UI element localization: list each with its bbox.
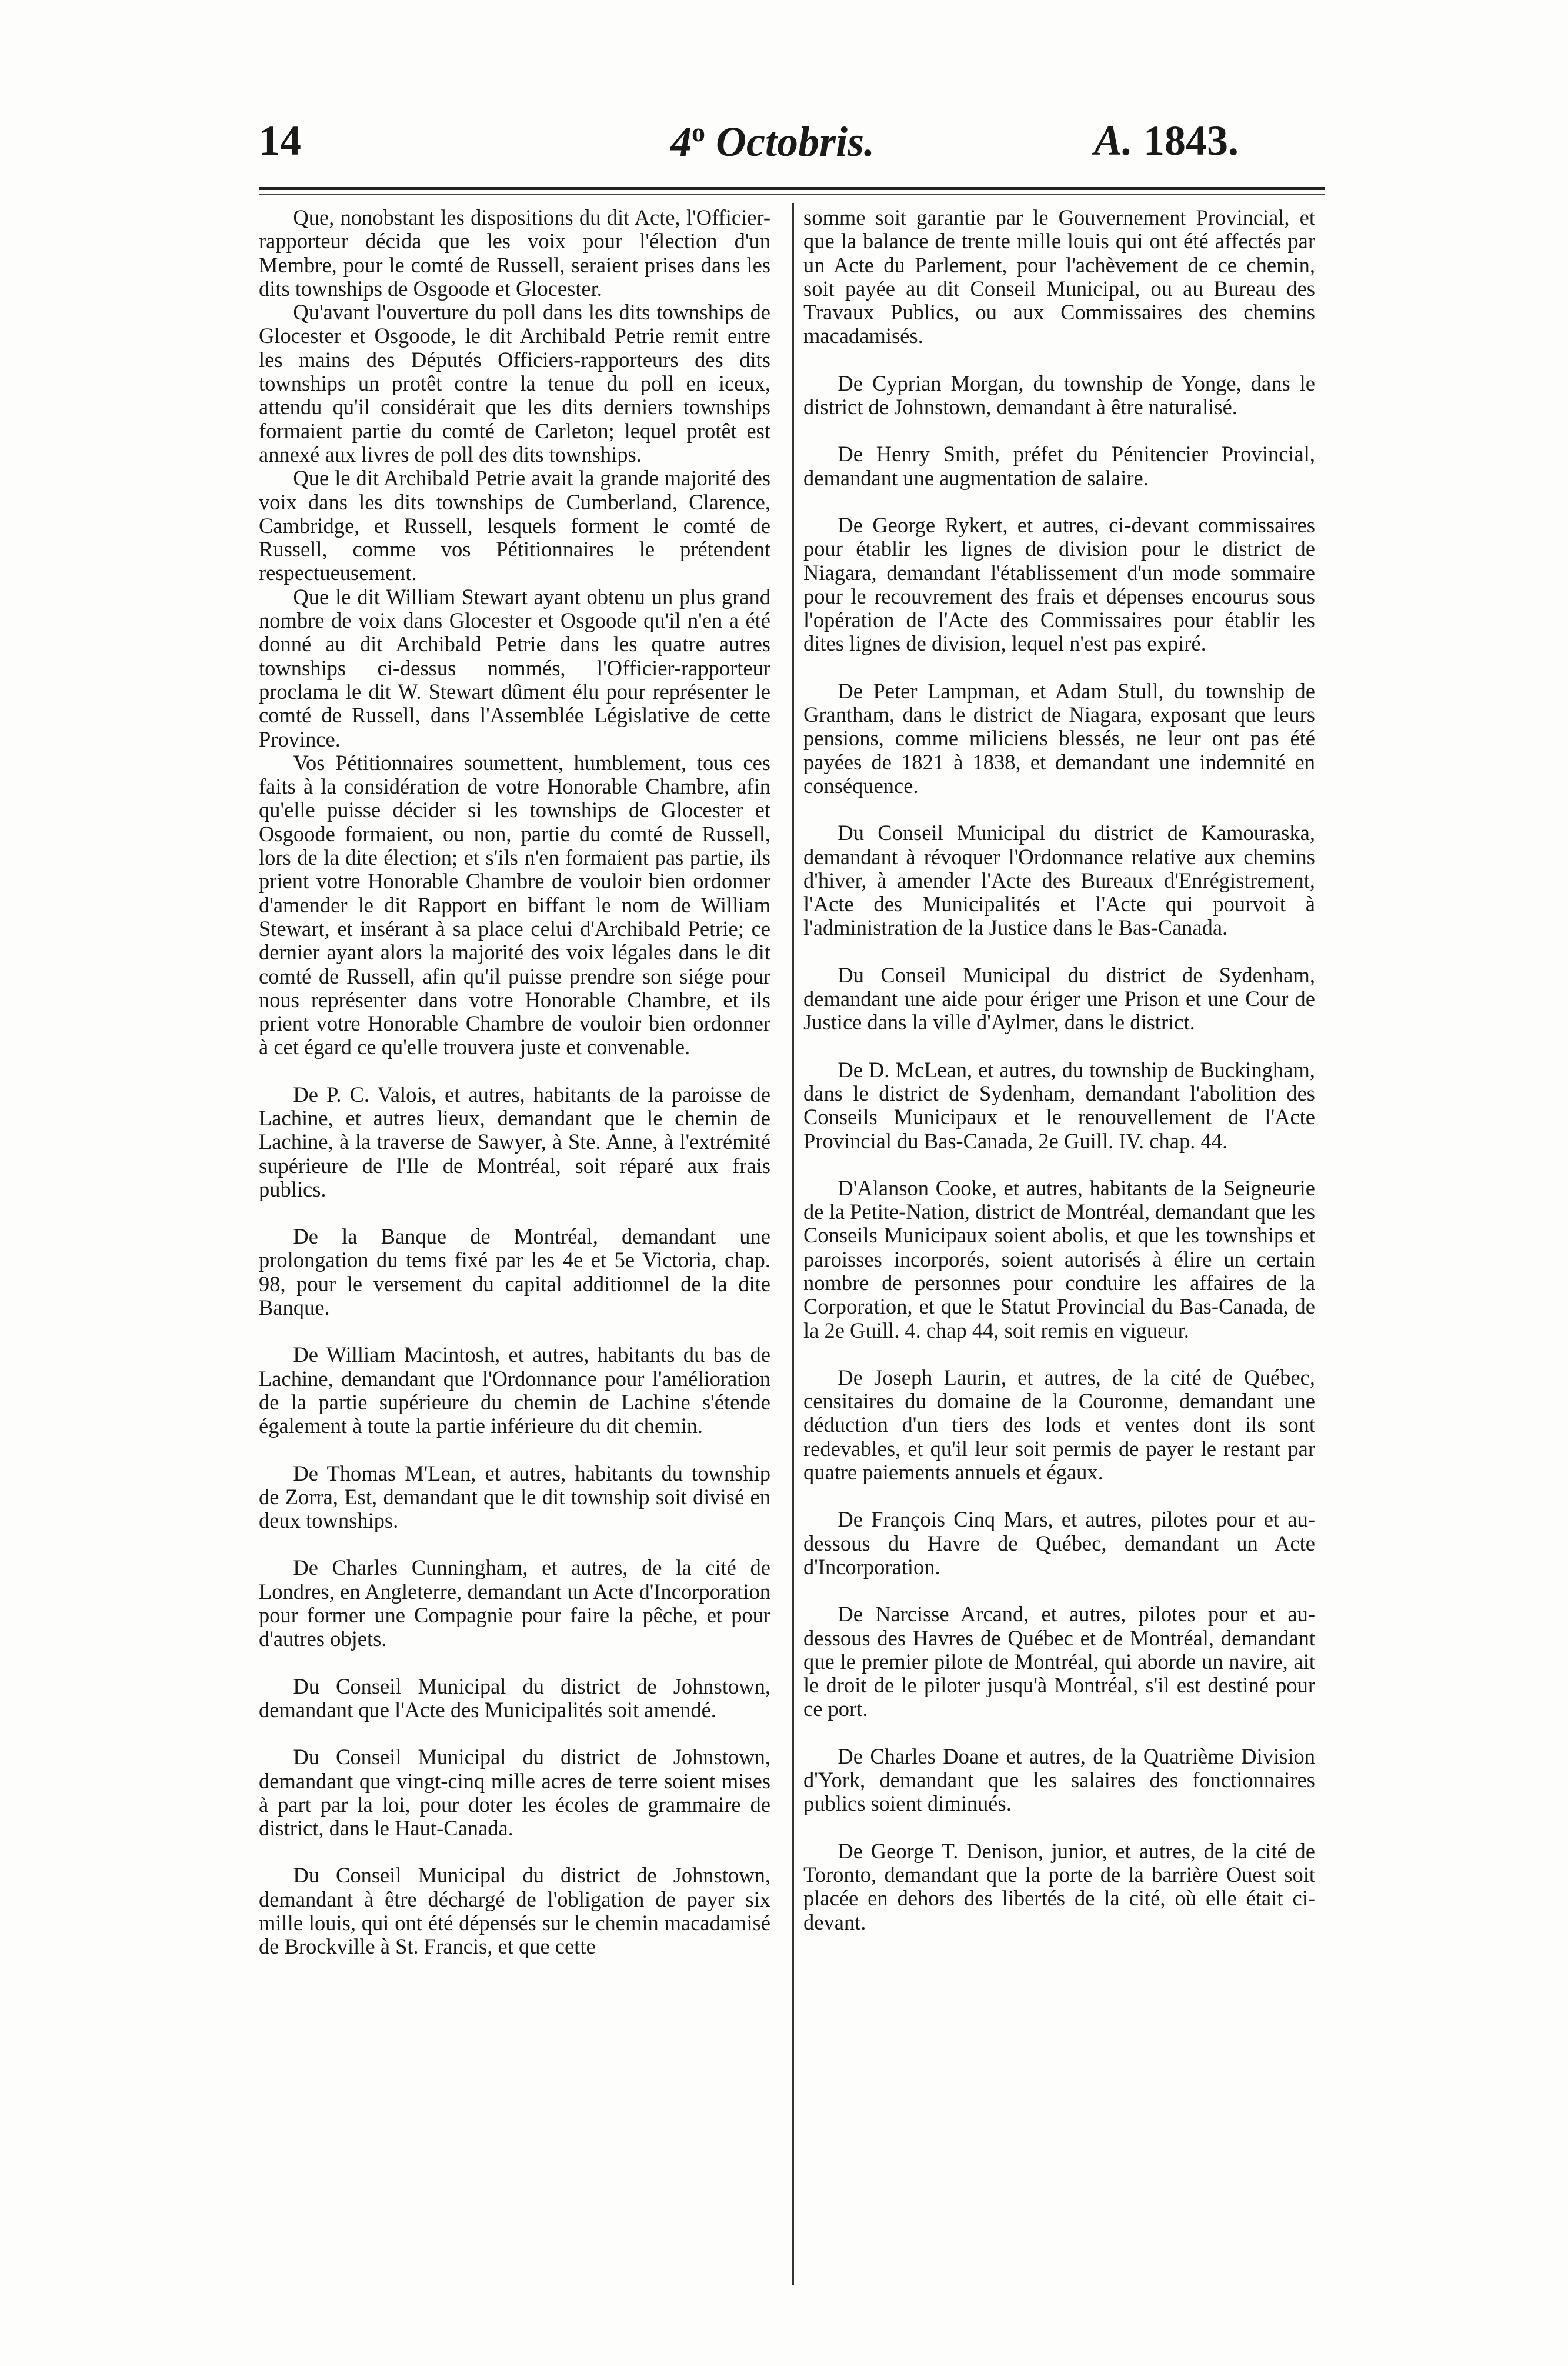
paragraph: Que le dit Archibald Petrie avait la grande majorité des voix dans les dits townships de Cumberland, Clarence, Cambridge, et Russell, lesquels forment le comté de Russell, comme vos Pétitionnaires le prétendent respectueusement. — [259, 466, 770, 585]
petition-entry: De Charles Cunningham, et autres, de la cité de Londres, en Angleterre, demandant un Acte d'Incorporation pour former une Compagnie pour faire la pêche, et pour d'autres objets. — [259, 1555, 770, 1651]
petition-entry: Du Conseil Municipal du district de Johnstown, demandant que l'Acte des Municipalités soit amendé. — [259, 1674, 770, 1722]
page-number: 14 — [259, 117, 301, 164]
date-ordinal: 4 — [670, 118, 692, 165]
petition-entry: De George T. Denison, junior, et autres, de la cité de Toronto, demandant que la porte de la barrière Ouest soit placée en dehors des libertés de la cité, où elle était ci-devant. — [803, 1838, 1315, 1934]
year-value: 1843. — [1143, 117, 1239, 164]
date-text: Octobris. — [716, 118, 875, 165]
petition-entry: De Narcisse Arcand, et autres, pilotes pour et au-dessous des Havres de Québec et de Montréal, demandant que le premier pilote de Montréal, qui aborde un navire, ait le droit de le piloter jusqu'à Montréal, s'il est destiné pour ce port. — [803, 1602, 1315, 1721]
petition-entry: De Cyprian Morgan, du township de Yonge, dans le district de Johnstown, demandant à être naturalisé. — [803, 371, 1315, 419]
petition-entry: Du Conseil Municipal du district de Johnstown, demandant à être déchargé de l'obligation de payer six mille louis, qui ont été dépensés sur le chemin macadamisé de Brockville à St. Francis, et que cette — [259, 1863, 770, 1959]
petition-entry: Du Conseil Municipal du district de Johnstown, demandant que vingt-cinq mille acres de terre soient mises à part par la loi, pour doter les écoles de grammaire de district, dans le Haut-Canada. — [259, 1745, 770, 1841]
petition-entry: De Peter Lampman, et Adam Stull, du township de Grantham, dans le district de Niagara, exposant que leurs pensions, comme miliciens blessés, ne leur ont pas été payées de 1821 à 1838, et demandant une indemnité en conséquence. — [803, 678, 1315, 798]
petition-entry: De Charles Doane et autres, de la Quatrième Division d'York, demandant que les salaires des fonctionnaires publics soient diminués. — [803, 1744, 1315, 1816]
petition-entry: De François Cinq Mars, et autres, pilotes pour et au-dessous du Havre de Québec, demandant un Acte d'Incorporation. — [803, 1507, 1315, 1579]
petition-entry: Du Conseil Municipal du district de Kamouraska, demandant à révoquer l'Ordonnance relative aux chemins d'hiver, à amender l'Acte des Bureaux d'Enrégistrement, l'Acte des Municipalités et l'Acte qui pourvoit à l'administration de la Justice dans le Bas-Canada. — [803, 821, 1315, 940]
header-rule-thin — [259, 194, 1325, 195]
petition-entry: De George Rykert, et autres, ci-devant commissaires pour établir les lignes de division pour le district de Niagara, demandant l'établissement d'un mode sommaire pour le recouvrement des frais et dépenses encourus sous l'opération de l'Acte des Commissaires pour établir les dites lignes de division, lequel n'est pas expiré. — [803, 512, 1315, 656]
petition-entry: De William Macintosh, et autres, habitants du bas de Lachine, demandant que l'Ordonnance pour l'amélioration de la partie supérieure du chemin de Lachine s'étende également à toute la partie inférieure du dit chemin. — [259, 1342, 770, 1438]
paragraph: Que le dit William Stewart ayant obtenu un plus grand nombre de voix dans Glocester et Osgoode qu'il n'en a été donné au dit Archibald Petrie dans les quatre autres townships ci-dessus nommés, l'Officier-rapporteur proclama le dit W. Stewart dûment élu pour représenter le comté de Russell, dans l'Assemblée Législative de cette Province. — [259, 584, 770, 751]
header-rule-thick — [259, 187, 1325, 190]
paragraph-continued: somme soit garantie par le Gouvernement Provincial, et que la balance de trente mille louis qui ont été affectés par un Acte du Parlement, pour l'achèvement de ce chemin, soit payée au dit Conseil Municipal, ou au Bureau des Travaux Publics, ou aux Commissaires des chemins macadamisés. — [803, 205, 1315, 348]
petition-entry: De Thomas M'Lean, et autres, habitants du township de Zorra, Est, demandant que le dit township soit divisé en deux townships. — [259, 1461, 770, 1533]
page-year — [1094, 116, 1239, 165]
paragraph: Que, nonobstant les dispositions du dit Acte, l'Officier-rapporteur décida que les voix pour l'élection d'un Membre, pour le comté de Russell, seraient prises dans les dits townships de Osgoode et Glocester. — [259, 205, 770, 301]
petition-entry: De la Banque de Montréal, demandant une prolongation du tems fixé par les 4e et 5e Victoria, chap. 98, pour le versement du capital additionnel de la dite Banque. — [259, 1224, 770, 1320]
petition-entry: D'Alanson Cooke, et autres, habitants de la Seigneurie de la Petite-Nation, district de Montréal, demandant que les Conseils Municipaux soient abolis, et que les townships et paroisses incorporés, soient autorisés à élire un certain nombre de personnes pour conduire les affaires de la Corporation, et que le Statut Provincial du Bas-Canada, de la 2e Guill. 4. chap 44, soit remis en vigueur. — [803, 1175, 1315, 1342]
right-column — [803, 206, 1315, 1934]
petition-entry: De Henry Smith, préfet du Pénitencier Provincial, demandant une augmentation de salaire. — [803, 442, 1315, 490]
column-separator — [792, 203, 794, 2285]
page-date — [670, 116, 875, 166]
date-symbol: o — [692, 117, 705, 147]
paragraph: Qu'avant l'ouverture du poll dans les dits townships de Glocester et Osgoode, le dit Archibald Petrie remit entre les mains des Députés Officiers-rapporteurs des dits townships un protêt contre la tenue du poll en iceux, attendu qu'il considérait que les dits derniers townships formaient partie du comté de Carleton; lequel protêt est annexé aux livres de poll des dits townships. — [259, 300, 770, 466]
petition-entry: De Joseph Laurin, et autres, de la cité de Québec, censitaires du domaine de la Couronne, demandant une déduction d'un tiers des lods et ventes dont ils sont redevables, et qu'il leur soit permis de payer le restant par quatre paiements annuels et égaux. — [803, 1365, 1315, 1485]
petition-entry: De D. McLean, et autres, du township de Buckingham, dans le district de Sydenham, demandant l'abolition des Conseils Municipaux et le renouvellement de l'Acte Provincial du Bas-Canada, 2e Guill. IV. chap. 44. — [803, 1057, 1315, 1153]
paragraph: Vos Pétitionnaires soumettent, humblement, tous ces faits à la considération de votre Honorable Chambre, afin qu'elle puisse décider si les townships de Glocester et Osgoode formaient, ou non, partie du comté de Russell, lors de la dite élection; et s'ils n'en formaient pas partie, ils prient votre Honorable Chambre de vouloir bien ordonner d'amender le dit Rapport en biffant le nom de William Stewart, et insérant à sa place celui d'Archibald Petrie; ce dernier ayant alors la majorité des voix légales dans le dit comté de Russell, afin qu'il puisse prendre son siége pour nous représenter dans votre Honorable Chambre, et ils prient votre Honorable Chambre de vouloir bien ordonner à cet égard ce qu'elle trouvera juste et convenable. — [259, 750, 770, 1059]
year-prefix: A. — [1094, 117, 1133, 164]
petition-entry: De P. C. Valois, et autres, habitants de la paroisse de Lachine, et autres lieux, demandant que le chemin de Lachine, à la traverse de Sawyer, à Ste. Anne, à l'extrémité supérieure de l'Ile de Montréal, soit réparé aux frais publics. — [259, 1082, 770, 1201]
petition-entry: Du Conseil Municipal du district de Sydenham, demandant une aide pour ériger une Prison et une Cour de Justice dans la ville d'Aylmer, dans le district. — [803, 962, 1315, 1035]
left-column — [259, 206, 770, 1959]
